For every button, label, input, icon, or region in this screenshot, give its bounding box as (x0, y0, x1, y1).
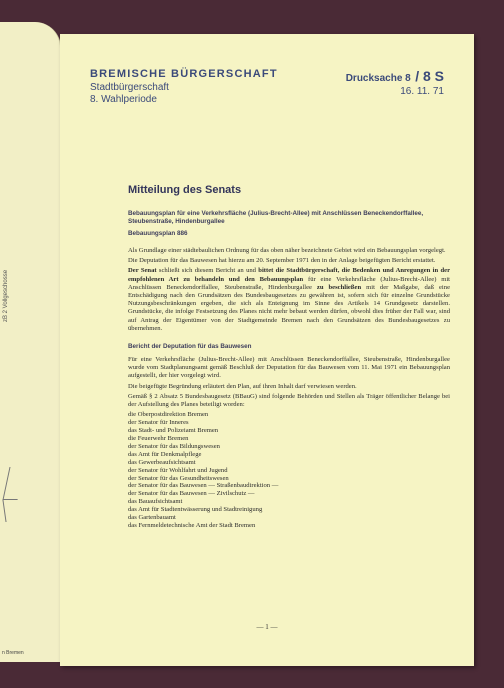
drucksache-label: Drucksache 8 (345, 73, 411, 84)
list-item: die Oberpostdirektion Bremen (128, 411, 209, 419)
document-body (128, 184, 450, 530)
organization-name: BREMISCHE BÜRGERSCHAFT (90, 68, 278, 80)
bold-text: zu beschließen (316, 283, 362, 291)
list-item: das Gewerbeaufsichtsamt (128, 458, 196, 466)
bold-text: Der Senat (128, 267, 157, 275)
paragraph: Als Grundlage einer städtebaulichen Ordnung für das oben näher bezeichnete Gebiet wird ein Bebauungsplan vorgelegt. (128, 247, 446, 254)
list-item: das Gartenbauamt (128, 514, 176, 522)
legislative-period: 8. Wahlperiode (90, 94, 157, 105)
paragraph: Für eine Verkehrsfläche (Julius-Brecht-Allee) mit Anschlüssen Beneckendorffallee, Steubenstraße, Hindenburgallee wurde vom Stadtplanungsamt gemäß Beschluß der Deputation für das Bauwesen vom 11. Mai 1971 ein Bebauungsplan aufgestellt, der hier vorgelegt wird. (128, 356, 450, 380)
plan-number: Bebauungsplan 886 (128, 230, 188, 237)
chamber-name: Stadtbürgerschaft (90, 82, 169, 93)
public-bodies-list (128, 411, 450, 530)
bottom-margin-note: n Bremen (2, 650, 24, 656)
list-item: der Senator für Inneres (128, 419, 189, 427)
list-item: das Bauaufsichtsamt (128, 498, 183, 506)
document-title: Mitteilung des Senats (128, 184, 242, 196)
document-date: 16. 11. 71 (400, 86, 444, 97)
senate-request-paragraph (128, 267, 450, 333)
page-number: — 1 — (256, 623, 278, 631)
drucksache-block (346, 68, 444, 97)
list-item: das Amt für Denkmalpflege (128, 450, 202, 458)
drucksache-number: / 8 S (415, 68, 444, 84)
paragraph: Die beigefügte Begründung erläutert den Plan, auf ihren Inhalt darf verwiesen werden. (128, 382, 357, 390)
ink-mark (2, 500, 16, 522)
bold-text: bittet die Stadtbürgerschaft, die Bedenken und Anregungen in der empfohlenen Art zu behandeln und den Bebauungsplan (128, 267, 450, 283)
paragraph-text: schließt sich diesem Bericht an und (156, 267, 259, 275)
paragraph: Die Deputation für das Bauwesen hat hierzu am 20. September 1971 den in der Anlage beigefügten Bericht erstattet. (128, 257, 436, 265)
paragraph-text: für eine Verkehrsfläche (Julius-Brecht-Allee) mit Anschlüssen Beneckendorffallee, Steubenstraße, Hindenburgallee (128, 275, 450, 291)
list-item: das Amt für Stadtentwässerung und Stadtreinigung (128, 506, 263, 514)
list-item: der Senator für das Bildungswesen (128, 442, 220, 450)
list-item: das Stadt- und Polizeiamt Bremen (128, 427, 219, 435)
report-heading: Bericht der Deputation für das Bauwesen (128, 343, 252, 351)
list-item: der Senator für Wohlfahrt und Jugend (128, 466, 228, 474)
list-item: der Senator für das Gesundheitswesen (128, 474, 229, 482)
letterhead (90, 68, 278, 105)
paragraph: Gemäß § 2 Absatz 5 Bundesbaugesetz (BBauG) sind folgende Behörden und Stellen als Träger öffentlicher Belange bei der Aufstellung des Planes beteiligt worden: (128, 392, 450, 409)
side-margin-note: zB 2 Vollgeschosse (3, 269, 9, 322)
list-item: der Senator für das Bauwesen — Straßenbaudirektion — (128, 482, 279, 490)
paragraph-text: mit der Maßgabe, daß eine Entschädigung nach den Grundsätzen des Bundesbaugesetzes zu gewähren ist, sofern sich für einzelne Grundstücke Nutzungsbeschränkungen ergeben, die sich als Enteignung im Sinne des Artikels 14 Grundgesetz darstellen. Grundstücke, die infolge Festsetzung des Planes nicht mehr bebaut werden dürfen, obwohl dies früher der Fall war, sind auf Antrag der Eigentümer von der Stadtgemeinde Bremen nach den Grundsätzen des Bundesbaugesetzes zu übernehmen. (128, 283, 450, 332)
list-item: die Feuerwehr Bremen (128, 434, 189, 442)
list-item: der Senator für das Bauwesen — Zivilschutz — (128, 490, 255, 498)
document-page (60, 34, 474, 666)
ink-mark (2, 467, 24, 500)
list-item: das Fernmeldetechnische Amt der Stadt Bremen (128, 521, 256, 529)
subject-line: Bebauungsplan für eine Verkehrsfläche (Julius-Brecht-Allee) mit Anschlüssen Beneckendorffallee, Steubenstraße, Hindenburgallee (128, 210, 424, 225)
underlying-sheet (0, 22, 61, 662)
